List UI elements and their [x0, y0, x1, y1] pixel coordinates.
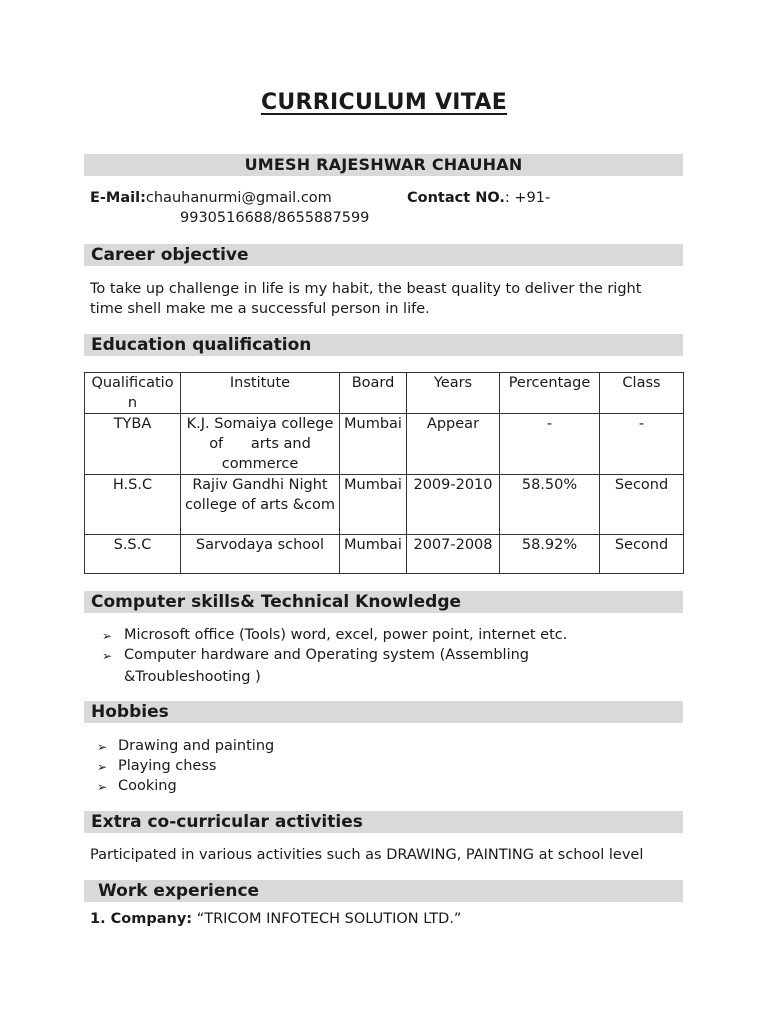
list-item-text: Computer hardware and Operating system (Assembling — [124, 647, 530, 663]
cell-qualification: S.S.C — [85, 535, 181, 574]
company-name: “TRICOM INFOTECH SOLUTION LTD.” — [192, 911, 462, 927]
cell-board: Mumbai — [340, 475, 407, 535]
cell-qualification: H.S.C — [85, 475, 181, 535]
col-header-percentage: Percentage — [500, 373, 600, 414]
cell-class: Second — [600, 535, 684, 574]
hobbies-heading-bar — [84, 701, 683, 723]
cell-class: Second — [600, 475, 684, 535]
work-heading: Work experience — [98, 881, 260, 901]
table-row — [85, 414, 684, 475]
list-item-text: Drawing and painting — [118, 738, 275, 754]
document-title: CURRICULUM VITAE — [260, 90, 508, 115]
career-text-line1: To take up challenge in life is my habit, the beast quality to deliver the right — [90, 281, 642, 297]
career-text-line2: time shell make me a successful person in life. — [90, 301, 430, 317]
candidate-name: UMESH RAJESHWAR CHAUHAN — [244, 155, 523, 174]
hobbies-list — [97, 736, 274, 796]
phone-numbers: 9930516688/8655887599 — [180, 210, 370, 226]
cell-years: Appear — [407, 414, 500, 475]
email-value: chauhanurmi@gmail.com — [145, 190, 332, 206]
cell-class: - — [600, 414, 684, 475]
skills-list — [102, 625, 567, 687]
table-row — [85, 535, 684, 574]
cell-board: Mumbai — [340, 414, 407, 475]
col-header-institute: Institute — [181, 373, 340, 414]
company-label: 1. Company: — [90, 911, 193, 927]
list-item — [97, 736, 274, 756]
hobbies-heading: Hobbies — [91, 702, 169, 722]
extra-text: Participated in various activities such as DRAWING, PAINTING at school level — [90, 847, 644, 863]
arrow-bullet-icon: ➢ — [97, 780, 108, 794]
education-table — [84, 372, 684, 574]
col-header-board: Board — [340, 373, 407, 414]
arrow-bullet-icon: ➢ — [102, 649, 113, 663]
skills-heading: Computer skills& Technical Knowledge — [91, 592, 462, 612]
contact-label: Contact NO. — [407, 190, 505, 206]
work-heading-bar — [84, 880, 683, 902]
cell-percentage: 58.92% — [500, 535, 600, 574]
list-item — [102, 645, 567, 665]
contact-sep: : +91- — [504, 190, 551, 206]
arrow-bullet-icon: ➢ — [102, 629, 113, 643]
col-header-class: Class — [600, 373, 684, 414]
extra-heading-bar — [84, 811, 683, 833]
name-bar — [84, 154, 683, 176]
list-item-text: &Troubleshooting ) — [124, 669, 261, 685]
email-line — [90, 188, 332, 208]
list-item-continuation — [102, 667, 567, 687]
career-heading: Career objective — [91, 245, 249, 265]
contact-line — [407, 188, 550, 208]
arrow-bullet-icon: ➢ — [97, 760, 108, 774]
list-item — [102, 625, 567, 645]
list-item-text: Cooking — [118, 778, 177, 794]
extra-heading: Extra co-curricular activities — [91, 812, 363, 832]
table-row — [85, 475, 684, 535]
cell-board: Mumbai — [340, 535, 407, 574]
cell-years: 2009-2010 — [407, 475, 500, 535]
email-label: E-Mail: — [90, 190, 146, 206]
education-heading: Education qualification — [91, 335, 312, 355]
education-heading-bar — [84, 334, 683, 356]
list-item-text: Playing chess — [118, 758, 217, 774]
skills-heading-bar — [84, 591, 683, 613]
company-line — [90, 909, 461, 929]
table-header-row — [85, 373, 684, 414]
list-item — [97, 776, 274, 796]
col-header-years: Years — [407, 373, 500, 414]
cell-percentage: - — [500, 414, 600, 475]
col-header-qualification: Qualification — [85, 373, 181, 414]
cell-years: 2007-2008 — [407, 535, 500, 574]
list-item-text: Microsoft office (Tools) word, excel, power point, internet etc. — [124, 627, 568, 643]
cell-percentage: 58.50% — [500, 475, 600, 535]
cell-institute: Rajiv Gandhi Night college of arts &com — [181, 475, 340, 535]
career-heading-bar — [84, 244, 683, 266]
cell-qualification: TYBA — [85, 414, 181, 475]
cell-institute: Sarvodaya school — [181, 535, 340, 574]
list-item — [97, 756, 274, 776]
cell-institute: K.J. Somaiya college of arts and commerce — [181, 414, 340, 475]
arrow-bullet-icon: ➢ — [97, 740, 108, 754]
